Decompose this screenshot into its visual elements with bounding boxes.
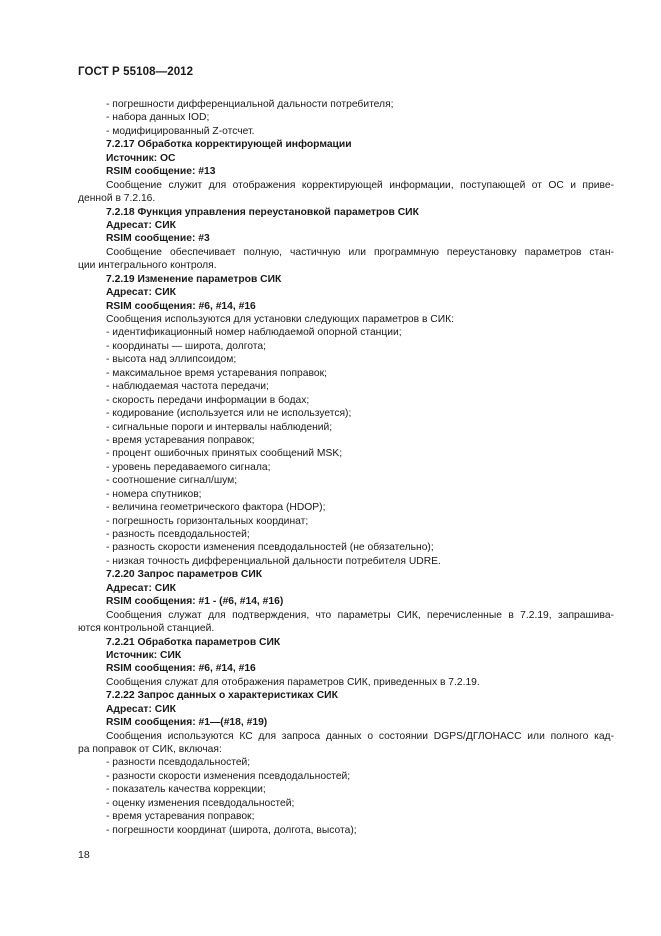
document-body <box>78 98 614 837</box>
text-line: ются контрольной станцией. <box>78 623 215 635</box>
text-line: - номера спутников; <box>106 488 202 500</box>
section-heading-line: RSIM сообщение: #13 <box>106 166 216 178</box>
section-heading-line: Адресат: СИК <box>106 287 176 299</box>
text-line: - кодирование (используется или не используется); <box>106 408 352 420</box>
text-line: - соотношение сигнал/шум; <box>106 475 238 487</box>
section-heading-line: RSIM сообщения: #6, #14, #16 <box>106 663 256 675</box>
text-line: - разности псевдодальностей; <box>106 757 251 769</box>
text-line: - набора данных IOD; <box>106 112 210 124</box>
section-heading-line: RSIM сообщения: #6, #14, #16 <box>106 300 256 312</box>
text-line: - процент ошибочных принятых сообщений MSK; <box>106 448 343 460</box>
section-heading-line: 7.2.21 Обработка параметров СИК <box>106 636 281 648</box>
section-heading-line: 7.2.22 Запрос данных о характеристиках СИК <box>106 690 338 702</box>
text-line: - уровень передаваемого сигнала; <box>106 461 271 473</box>
text-line: - наблюдаемая частота передачи; <box>106 381 269 393</box>
text-line: - время устаревания поправок; <box>106 434 255 446</box>
section-heading-line: RSIM сообщения: #1—(#18, #19) <box>106 717 268 729</box>
text-line: - скорость передачи информации в бодах; <box>106 394 310 406</box>
section-heading-line: Источник: СИК <box>106 649 182 661</box>
text-line: - координаты — широта, долгота; <box>106 340 266 352</box>
document-header: ГОСТ Р 55108—2012 <box>78 66 194 78</box>
section-heading-line: Адресат: СИК <box>106 219 176 231</box>
text-line: - модифицированный Z-отсчет. <box>106 125 255 137</box>
text-line: Сообщения служат для подтверждения, что параметры СИК, перечисленные в 7.2.19, запрашива- <box>106 609 614 621</box>
text-line: Сообщения используются КС для запроса данных о состоянии DGPS/ДГЛОНАСС или полного кад- <box>106 730 614 742</box>
text-line: Сообщения служат для отображения параметров СИК, приведенных в 7.2.19. <box>106 676 480 688</box>
text-line: - время устаревания поправок; <box>106 811 255 823</box>
section-heading-line: 7.2.18 Функция управления переустановкой параметров СИК <box>106 206 419 218</box>
page-number: 18 <box>78 849 90 861</box>
text-line: ции интегрального контроля. <box>78 260 217 272</box>
section-heading-line: 7.2.19 Изменение параметров СИК <box>106 273 282 285</box>
section-heading-line: Адресат: СИК <box>106 703 176 715</box>
section-heading-line: 7.2.20 Запрос параметров СИК <box>106 569 263 581</box>
text-line: - идентификационный номер наблюдаемой опорной станции; <box>106 327 402 339</box>
section-heading-line: RSIM сообщение: #3 <box>106 233 210 245</box>
section-heading-line: Источник: ОС <box>106 152 176 164</box>
text-line: Сообщение служит для отображения корректирующей информации, поступающей от ОС и приве- <box>106 179 614 191</box>
text-line: - разности скорости изменения псевдодальностей; <box>106 770 351 782</box>
text-line: - разность скорости изменения псевдодальностей (не обязательно); <box>106 542 434 554</box>
text-line: - показатель качества коррекции; <box>106 784 266 796</box>
section-heading-line: RSIM сообщения: #1 - (#6, #14, #16) <box>106 596 284 608</box>
section-heading-line: 7.2.17 Обработка корректирующей информации <box>106 139 352 151</box>
text-line: - высота над эллипсоидом; <box>106 354 237 366</box>
text-line: - оценку изменения псевдодальностей; <box>106 797 295 809</box>
text-line: - погрешности координат (широта, долгота, высота); <box>106 824 357 836</box>
text-line: - максимальное время устаревания поправок; <box>106 367 327 379</box>
section-heading-line: Адресат: СИК <box>106 582 176 594</box>
text-line: - погрешность горизонтальных координат; <box>106 515 309 527</box>
text-line: Сообщения используются для установки следующих параметров в СИК: <box>106 314 455 325</box>
text-line: Сообщение обеспечивает полную, частичную или программную переустановку параметров стан- <box>106 246 614 258</box>
text-line: денной в 7.2.16. <box>78 193 156 205</box>
text-line: - величина геометрического фактора (HDOP); <box>106 502 326 514</box>
text-line: - разность псевдодальностей; <box>106 529 250 540</box>
text-line: ра поправок от СИК, включая: <box>78 744 222 755</box>
text-line: - погрешности дифференциальной дальности потребителя; <box>106 99 394 110</box>
text-line: - сигнальные пороги и интервалы наблюдений; <box>106 421 333 433</box>
text-line: - низкая точность дифференциальной дальности потребителя UDRE. <box>106 555 441 567</box>
